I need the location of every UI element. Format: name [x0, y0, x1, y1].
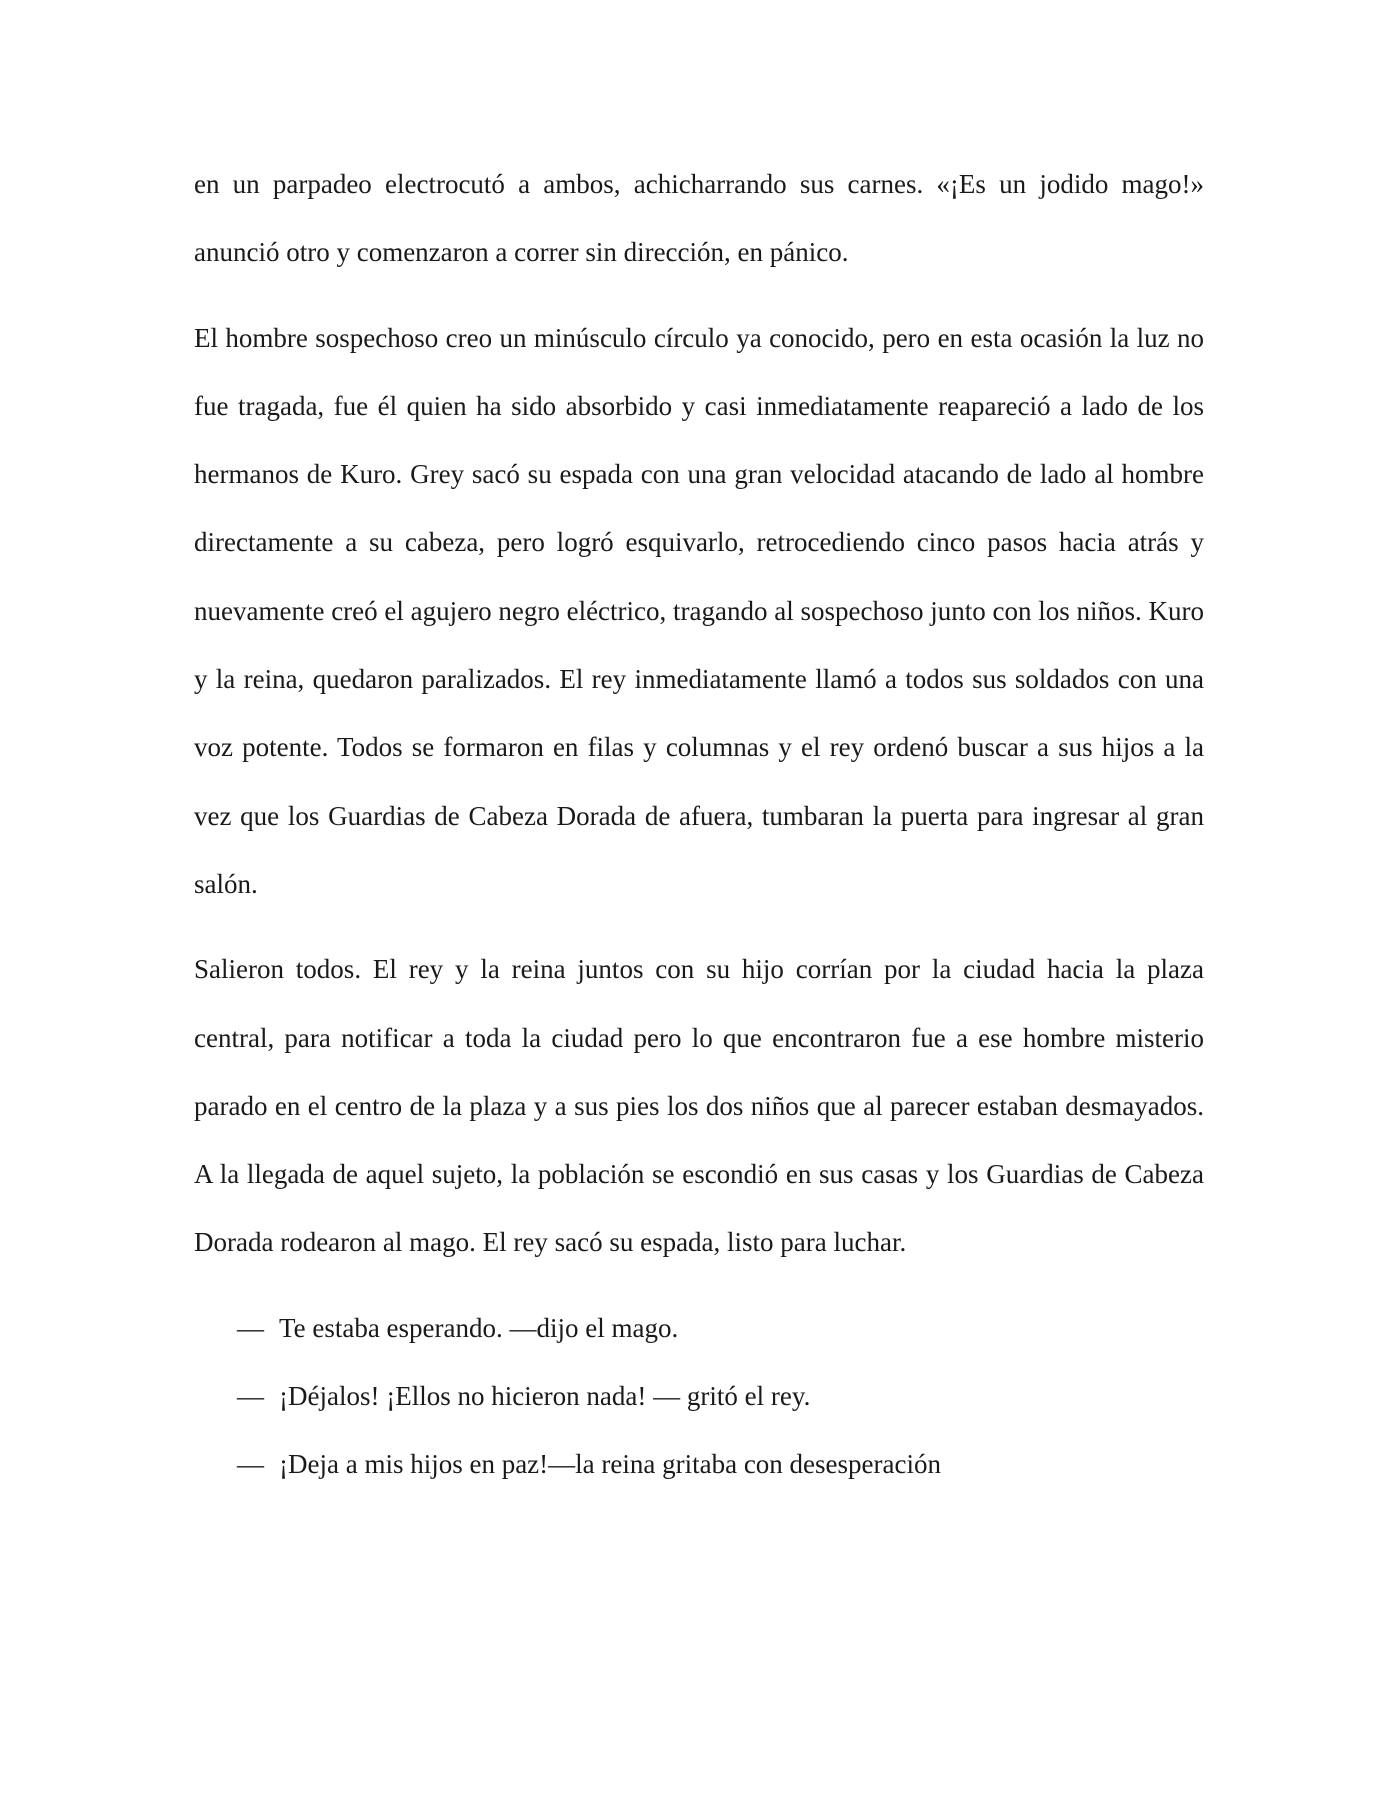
dialogue-line-3: [194, 1430, 1204, 1498]
dialogue-text: ¡Deja a mis hijos en paz!—la reina gritaba con desesperación: [279, 1449, 941, 1480]
dialogue-text: ¡Déjalos! ¡Ellos no hicieron nada! — gritó el rey.: [279, 1381, 811, 1412]
dialogue-list: [194, 1294, 1204, 1499]
dialogue-dash: —: [237, 1381, 264, 1412]
dialogue-line-1: [194, 1294, 1204, 1362]
dialogue-dash: —: [237, 1312, 264, 1343]
paragraph-2: El hombre sospechoso creo un minúsculo círculo ya conocido, pero en esta ocasión la luz no fue tragada, fue él quien ha sido absorbido y casi inmediatamente reapareció a lado de los hermanos de Kuro. Grey sacó su espada con una gran velocidad atacando de lado al hombre directamente a su cabeza, pero logró esquivarlo, retrocediendo cinco pasos hacia atrás y nuevamente creó el agujero negro eléctrico, tragando al sospechoso junto con los niños. Kuro y la reina, quedaron paralizados. El rey inmediatamente llamó a todos sus soldados con una voz potente. Todos se formaron en filas y columnas y el rey ordenó buscar a sus hijos a la vez que los Guardias de Cabeza Dorada de afuera, tumbaran la puerta para ingresar al gran salón.: [194, 322, 1204, 899]
dialogue-dash: —: [237, 1449, 264, 1480]
dialogue-line-2: [194, 1362, 1204, 1430]
paragraph-1: en un parpadeo electrocutó a ambos, achicharrando sus carnes. «¡Es un jodido mago!» anunció otro y comenzaron a correr sin dirección, en pánico.: [194, 169, 1204, 268]
dialogue-text: Te estaba esperando. —dijo el mago.: [279, 1312, 679, 1343]
body-text: [194, 150, 1204, 1499]
paragraph-3: Salieron todos. El rey y la reina juntos con su hijo corrían por la ciudad hacia la plaza central, para notificar a toda la ciudad pero lo que encontraron fue a ese hombre misterio parado en el centro de la plaza y a sus pies los dos niños que al parecer estaban desmayados. A la llegada de aquel sujeto, la población se escondió en sus casas y los Guardias de Cabeza Dorada rodearon al mago. El rey sacó su espada, listo para luchar.: [194, 954, 1204, 1258]
